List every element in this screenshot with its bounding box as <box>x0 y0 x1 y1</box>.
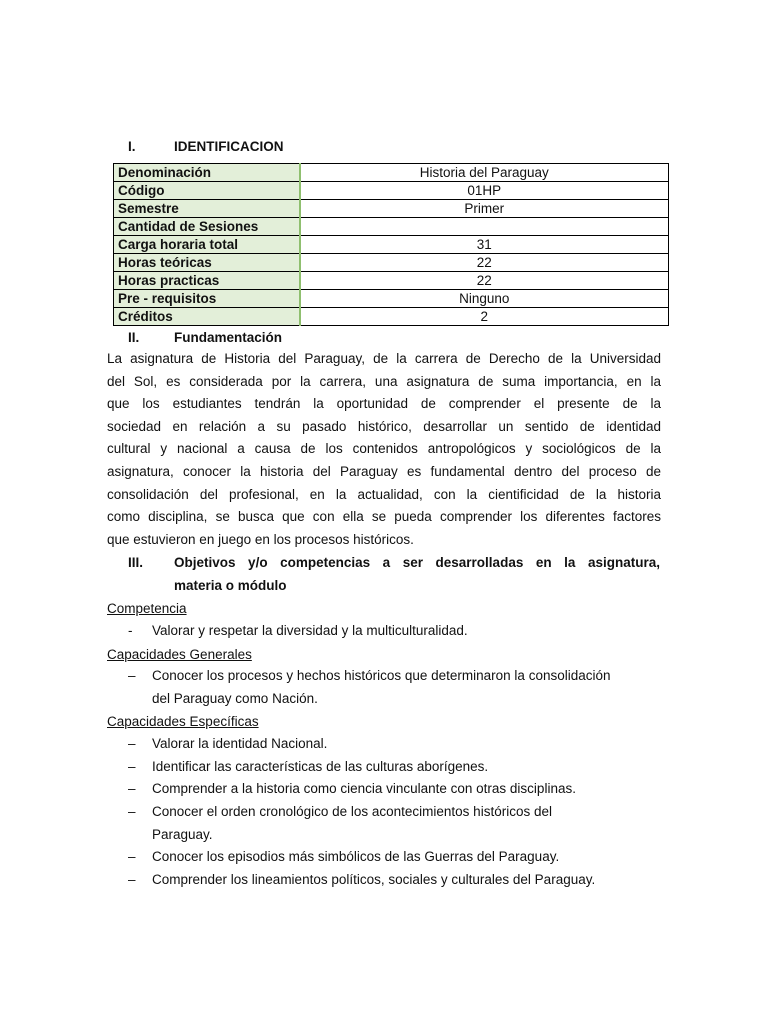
list-item-text: Comprender a la historia como ciencia vinculante con otras disciplinas. <box>152 781 576 796</box>
row-label: Semestre <box>114 200 300 218</box>
capacidades-especificas-subheading: Capacidades Específicas <box>107 714 259 729</box>
table-row <box>114 182 669 200</box>
row-value: 2 <box>300 308 669 326</box>
capacidades-generales-subheading: Capacidades Generales <box>107 647 252 662</box>
row-label: Código <box>114 182 300 200</box>
row-label: Denominación <box>114 164 300 182</box>
paragraph-line: que los estudiantes tendrán la oportunidad de comprender el presente de la <box>107 396 661 412</box>
table-row <box>114 272 669 290</box>
section-title-line-2: materia o módulo <box>174 578 287 593</box>
row-value: Ninguno <box>300 290 669 308</box>
row-value: Primer <box>300 200 669 218</box>
list-item-text: Identificar las características de las culturas aborígenes. <box>152 759 489 774</box>
row-value <box>300 218 669 236</box>
section-number: II. <box>128 330 140 345</box>
paragraph-line: que estuvieron en juego en los procesos históricos. <box>107 531 414 547</box>
bullet-dash: – <box>128 759 136 774</box>
paragraph-line: cultural y nacional a causa de los contenidos antropológicos y sociológicos de la <box>107 441 661 457</box>
row-value: 01HP <box>300 182 669 200</box>
row-value: 31 <box>300 236 669 254</box>
section-title: IDENTIFICACION <box>174 139 284 154</box>
list-item-text: Conocer el orden cronológico de los acontecimientos históricos del <box>152 804 552 819</box>
row-label: Pre - requisitos <box>114 290 300 308</box>
list-item-text-continued: del Paraguay como Nación. <box>152 691 318 706</box>
bullet-dash: – <box>128 736 136 751</box>
paragraph-line: sociedad en relación a su pasado histórico, desarrollar un sentido de identidad <box>107 418 661 434</box>
section-number: III. <box>128 555 144 570</box>
list-item-text: Conocer los procesos y hechos históricos que determinaron la consolidación <box>152 668 611 683</box>
row-value: 22 <box>300 272 669 290</box>
section-number: I. <box>128 139 136 154</box>
table-row <box>114 308 669 326</box>
section-objetivos-heading <box>128 554 660 600</box>
competencia-subheading: Competencia <box>107 601 187 616</box>
bullet-dash: – <box>128 781 136 796</box>
table-row <box>114 164 669 182</box>
row-label: Horas teóricas <box>114 254 300 272</box>
paragraph-line: asignatura, conocer la historia del Paraguay es fundamental dentro del proceso de <box>107 463 661 479</box>
identification-table <box>113 163 669 326</box>
row-label: Cantidad de Sesiones <box>114 218 300 236</box>
list-item-text: Valorar la identidad Nacional. <box>152 736 328 751</box>
table-row <box>114 200 669 218</box>
bullet-dash: – <box>128 872 136 887</box>
list-item-text: Valorar y respetar la diversidad y la multiculturalidad. <box>152 623 468 638</box>
table-row <box>114 290 669 308</box>
paragraph-line: La asignatura de Historia del Paraguay, de la carrera de Derecho de la Universidad <box>107 351 661 366</box>
row-label: Carga horaria total <box>114 236 300 254</box>
paragraph-line: del Sol, es considerada por la carrera, una asignatura de suma importancia, en la <box>107 373 661 389</box>
row-label: Horas practicas <box>114 272 300 290</box>
row-value: Historia del Paraguay <box>300 164 669 182</box>
list-item-text: Comprender los lineamientos políticos, sociales y culturales del Paraguay. <box>152 872 596 887</box>
table-row <box>114 236 669 254</box>
table-row <box>114 218 669 236</box>
row-value: 22 <box>300 254 669 272</box>
section-title-line-1: Objetivos y/o competencias a ser desarrolladas en la asignatura, <box>174 555 660 570</box>
list-item-text-continued: Paraguay. <box>152 827 213 842</box>
bullet-dash: – <box>128 804 136 819</box>
bullet-dash: – <box>128 849 136 864</box>
fundamentacion-paragraph <box>107 348 661 551</box>
row-label: Créditos <box>114 308 300 326</box>
list-item-text: Conocer los episodios más simbólicos de las Guerras del Paraguay. <box>152 849 560 864</box>
bullet-dash: – <box>128 668 136 683</box>
section-title: Fundamentación <box>174 330 283 345</box>
table-row <box>114 254 669 272</box>
paragraph-line: consolidación del profesional, en la actualidad, con la cientificidad de la historia <box>107 486 661 502</box>
bullet-dash: - <box>128 623 133 638</box>
paragraph-line: como disciplina, se busca que con ella se pueda comprender los diferentes factores <box>107 509 661 525</box>
